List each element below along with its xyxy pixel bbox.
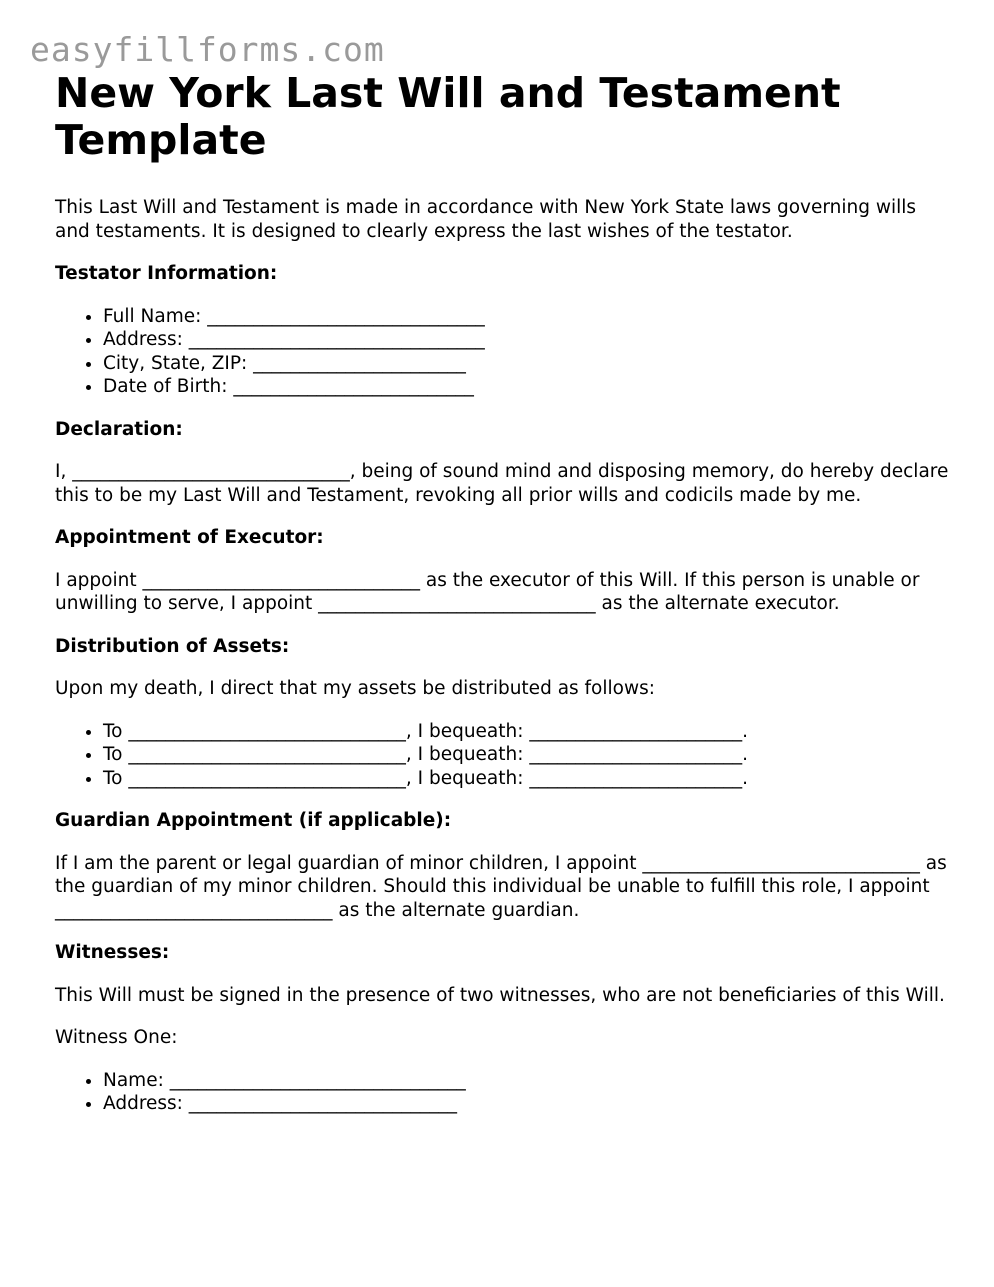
assets-heading: Distribution of Assets: — [55, 635, 290, 657]
declaration-heading: Declaration: — [55, 418, 183, 440]
bequest-item[interactable]: • To ______________________________, I bequeath: _______________________. — [103, 767, 955, 791]
bequest-item[interactable]: • To ______________________________, I bequeath: _______________________. — [103, 743, 955, 767]
witness-one-label: Witness One: — [55, 1027, 178, 1048]
declaration-paragraph[interactable]: I, ______________________________, being of sound mind and disposing memory, do hereby declare this to be my Last Will and Testament, revoking all prior wills and codicils made by me. — [55, 461, 949, 506]
executor-paragraph[interactable]: I appoint ______________________________ as the executor of this Will. If this person is unable or unwilling to serve, I appoint ______________________________ as the alternate executor. — [55, 569, 920, 614]
assets-intro: Upon my death, I direct that my assets be distributed as follows: — [55, 678, 655, 699]
testator-full-name-field[interactable]: • Full Name: ______________________________ — [103, 305, 955, 329]
testator-address-field[interactable]: • Address: ________________________________ — [103, 328, 955, 352]
assets-list — [55, 720, 955, 791]
intro-paragraph: This Last Will and Testament is made in accordance with New York State laws governing wills and testaments. It is designed to clearly express the last wishes of the testator. — [55, 197, 917, 242]
watermark: easyfillforms.com — [30, 30, 385, 69]
guardian-paragraph[interactable]: If I am the parent or legal guardian of minor children, I appoint ______________________________ as the guardian of my minor children. Should this individual be unable to fulfill this role, I appoint ______________________________ as the alternate guardian. — [55, 852, 947, 921]
bequest-item[interactable]: • To ______________________________, I bequeath: _______________________. — [103, 720, 955, 744]
guardian-heading: Guardian Appointment (if applicable): — [55, 810, 452, 831]
witnesses-heading: Witnesses: — [55, 942, 170, 963]
witness-one-name-field[interactable]: • Name: ________________________________ — [103, 1069, 955, 1093]
document-title: New York Last Will and Testament Template — [55, 69, 841, 164]
witness-one-list — [55, 1069, 955, 1116]
testator-date-of-birth-field[interactable]: • Date of Birth: __________________________ — [103, 375, 955, 399]
testator-heading: Testator Information: — [55, 263, 278, 284]
testator-list — [55, 305, 955, 399]
document-page — [55, 70, 955, 1135]
witnesses-paragraph: This Will must be signed in the presence of two witnesses, who are not beneficiaries of this Will. — [55, 984, 945, 1006]
testator-city-state-zip-field[interactable]: • City, State, ZIP: _______________________ — [103, 352, 955, 376]
witness-one-address-field[interactable]: • Address: _____________________________ — [103, 1092, 955, 1116]
executor-heading: Appointment of Executor: — [55, 527, 324, 548]
